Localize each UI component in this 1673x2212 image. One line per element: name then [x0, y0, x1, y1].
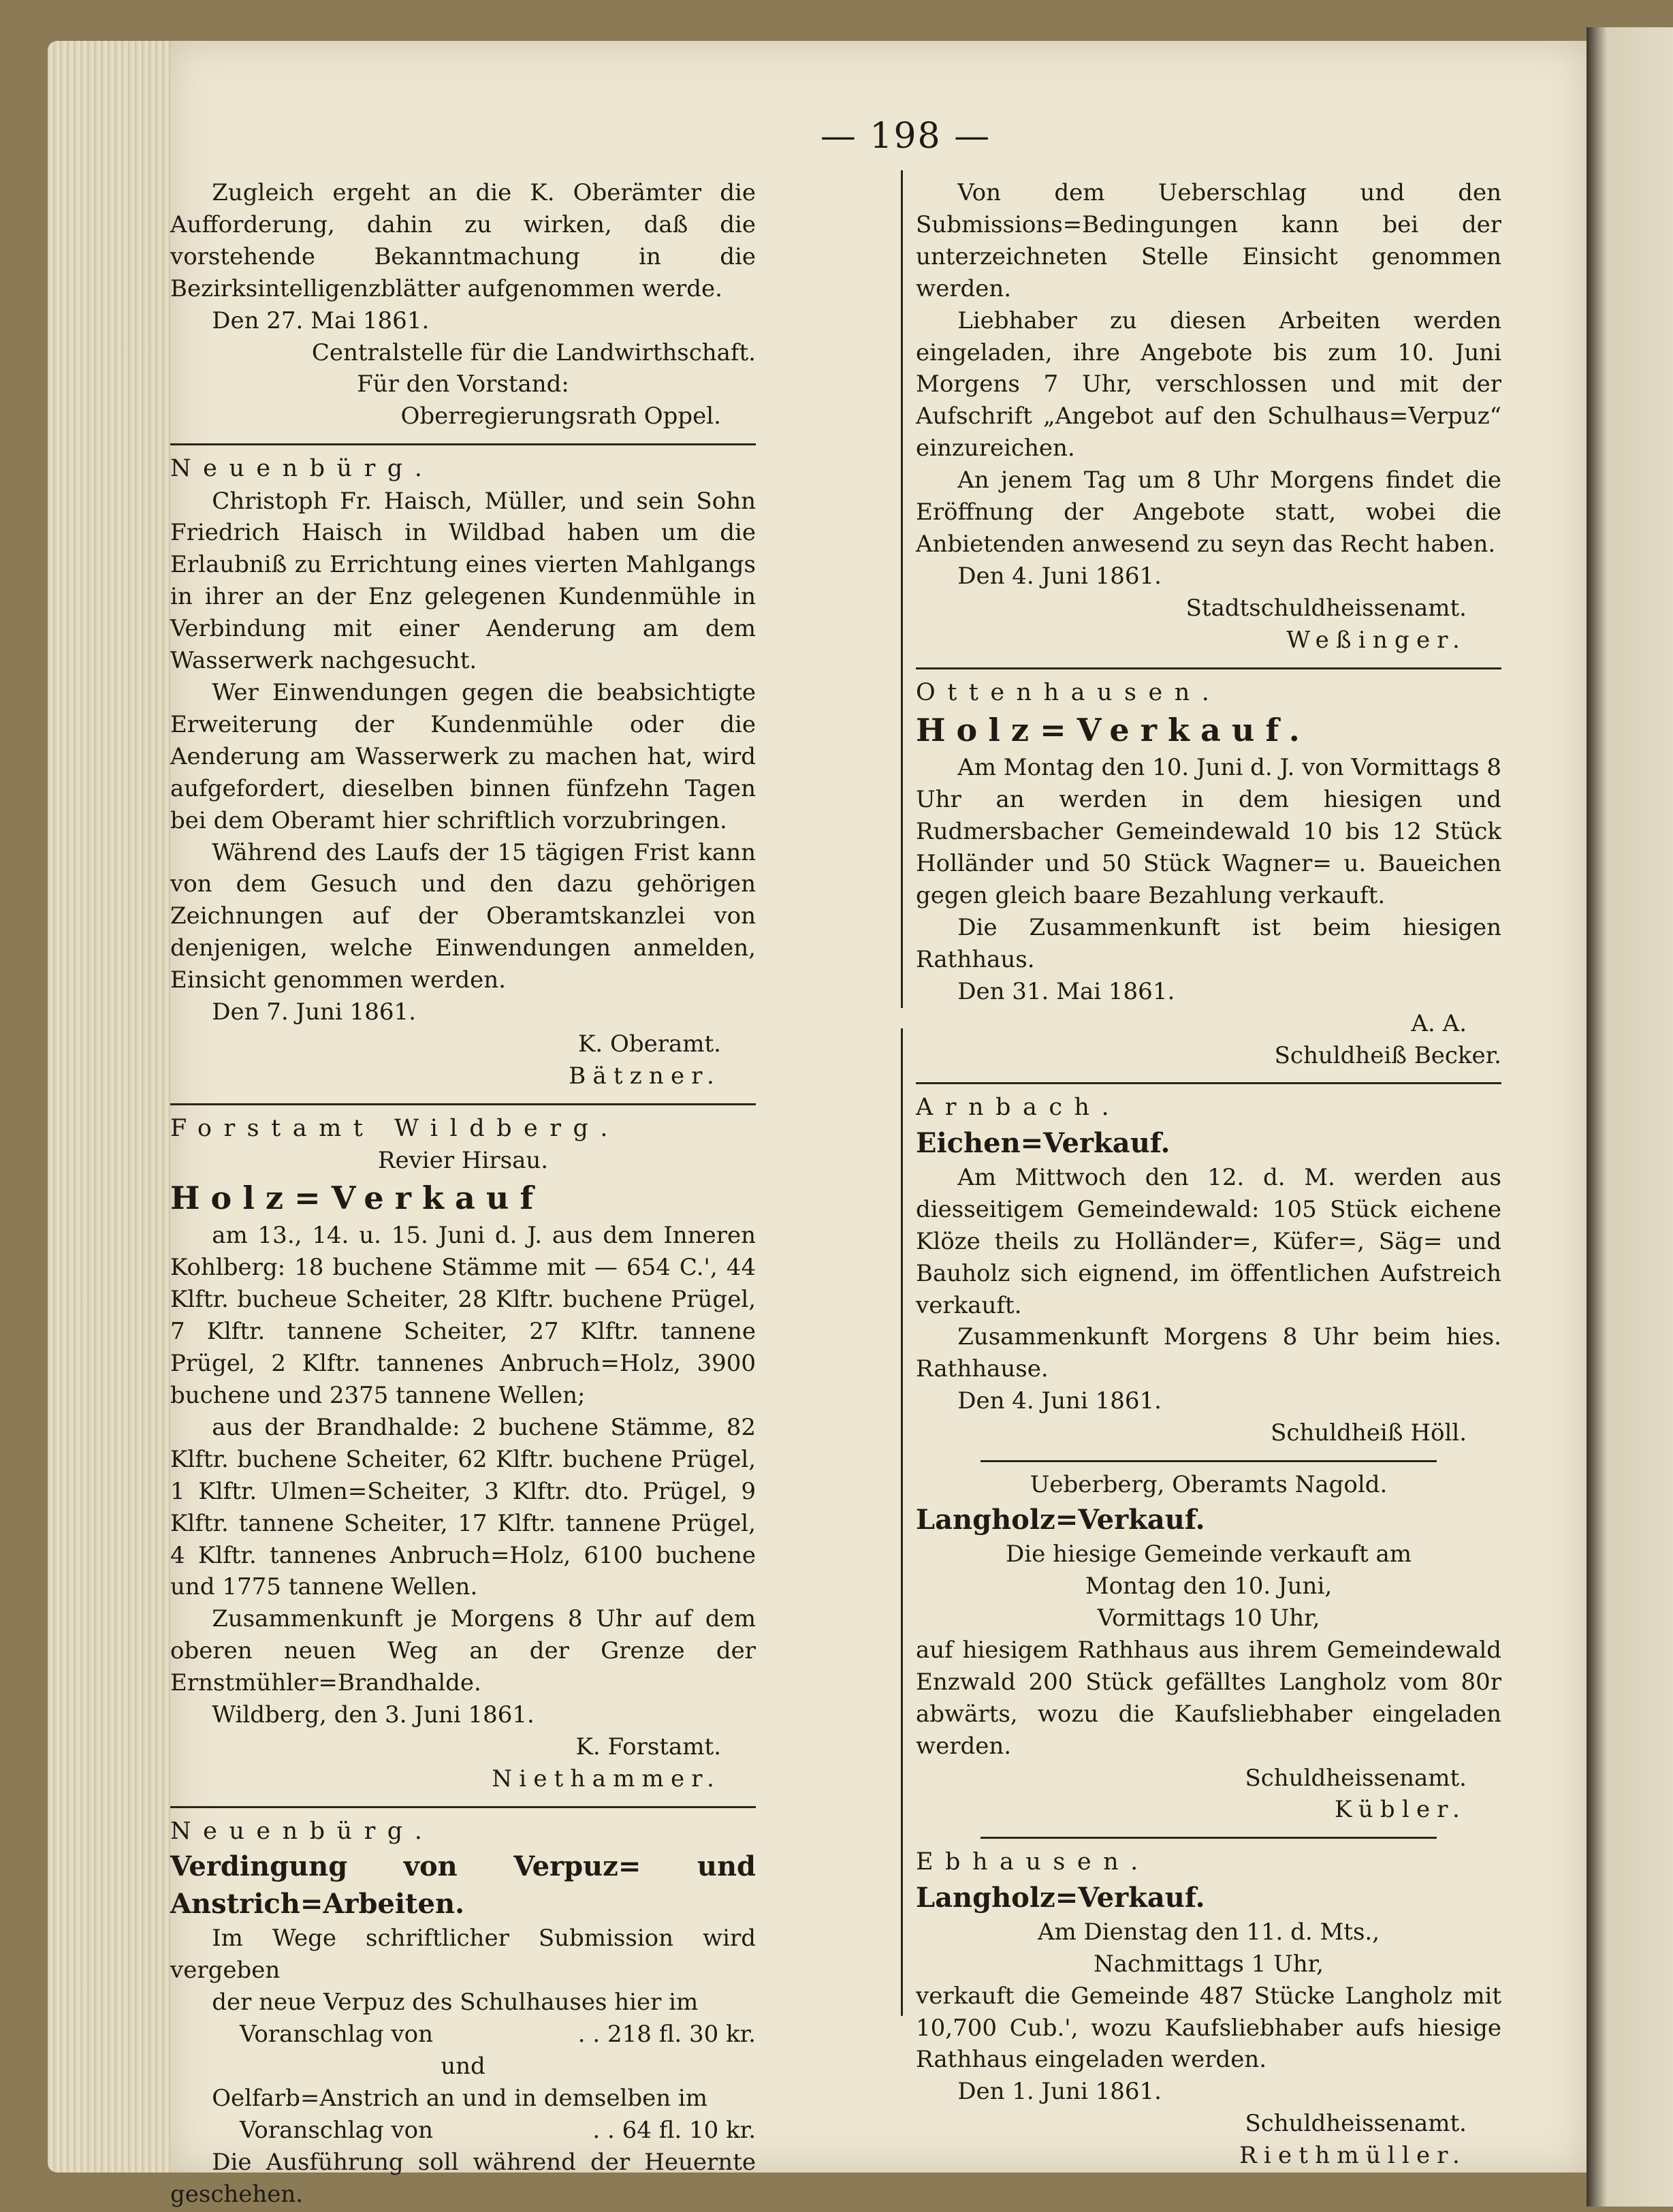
notice-signature: Schuldheiß Becker.: [1274, 1041, 1501, 1069]
notice-signature: Riethmüller.: [1239, 2142, 1467, 2170]
notice-place: Ebhausen.: [916, 1848, 1150, 1876]
notice-ebhausen: [916, 1846, 1501, 2172]
notice-title: Langholz=Verkauf.: [916, 1881, 1205, 1914]
notice-paragraph: Liebhaber zu diesen Arbeiten werden eingeladen, ihre Angebote bis zum 10. Juni Morgens 7 Uhr, verschlossen und mit der Aufschrift „Angebot auf den Schulhaus=Verpuz“ einzureichen.: [916, 306, 1501, 462]
price-label: Voranschlag von: [240, 2021, 434, 2049]
notice-paragraph: Wer Einwendungen gegen die beabsichtigte Erweiterung der Kundenmühle oder die Aenderung am Wasserwerk zu machen hat, wird aufgefordert, dieselben binnen fünfzehn Tagen bei dem Oberamt hier schriftlich vorzubringen.: [170, 678, 756, 834]
notice-signature: Schuldheiß Höll.: [1271, 1419, 1467, 1447]
notice-line: Am Dienstag den 11. d. Mts.,: [1037, 1918, 1380, 1946]
notice-place: Ottenhausen.: [916, 678, 1222, 706]
notice-date: Den 1. Juni 1861.: [957, 2078, 1162, 2106]
left-column: [170, 177, 756, 2208]
notice-signature: Kübler.: [1334, 1796, 1467, 1824]
notice-paragraph: Zusammenkunft Morgens 8 Uhr beim hies. Rathhause.: [916, 1323, 1501, 1383]
notice-line: Oelfarb=Anstrich an und in demselben im: [212, 2084, 708, 2112]
price-line: [170, 2115, 756, 2147]
column-divider-lower: [901, 1028, 903, 2016]
notice-signature: A. A.: [1411, 1009, 1467, 1037]
page-number: — 198 —: [820, 116, 991, 157]
notice-paragraph: verkauft die Gemeinde 487 Stücke Langholz mit 10,700 Cub.', wozu Kaufsliebhaber aufs hiesige Rathhaus eingeladen werden.: [916, 1982, 1501, 2074]
notice-title: Langholz=Verkauf.: [916, 1503, 1205, 1536]
notice-title: Eichen=Verkauf.: [916, 1126, 1170, 1159]
column-divider-upper: [901, 170, 903, 1008]
notice-line: der neue Verpuz des Schulhauses hier im: [212, 1989, 699, 2017]
notice-ottenhausen: [916, 676, 1501, 1072]
notice-separator: [170, 1103, 756, 1105]
notice-line: Montag den 10. Juni,: [1085, 1573, 1333, 1600]
notice-subplace: Revier Hirsau.: [377, 1147, 549, 1175]
notice-paragraph: Am Mittwoch den 12. d. M. werden aus diesseitigem Gemeindewald: 105 Stück eichene Klöze theils zu Holländer=, Küfer=, Säg= und Bauholz sich eignend, im öffentlichen Aufstreich verkauft.: [916, 1163, 1501, 1319]
notice-ueberberg: [916, 1469, 1501, 1826]
notice-paragraph: Am Montag den 10. Juni d. J. von Vormittags 8 Uhr an werden in dem hiesigen und Rudmersbacher Gemeindewald 10 bis 12 Stück Holländer und 50 Stück Wagner= u. Baueichen gegen gleich baare Bezahlung verkauft.: [916, 754, 1501, 909]
notice-line: und: [441, 2053, 485, 2081]
book-page-edge: [48, 41, 184, 2172]
notice-place: Forstamt Wildberg.: [170, 1114, 620, 1142]
notice-paragraph: Von dem Ueberschlag und den Submissions=Bedingungen kann bei der unterzeichneten Stelle Einsicht genommen werden.: [916, 179, 1501, 302]
notice-separator: [170, 1806, 756, 1808]
notice-date: Den 27. Mai 1861.: [212, 306, 430, 334]
notice-arnbach: [916, 1091, 1501, 1449]
notice-title: Holz=Verkauf.: [916, 711, 1311, 748]
notice-paragraph: am 13., 14. u. 15. Juni d. J. aus dem Inneren Kohlberg: 18 buchene Stämme mit — 654 C.', 44 Klftr. bucheue Scheiter, 28 Klftr. buchene Prügel, 7 Klftr. tannene Scheiter, 27 Klftr. tannene Prügel, 2 Klftr. tannenes Anbruch=Holz, 3900 buchene und 2375 tannene Wellen;: [170, 1222, 756, 1409]
notice-signature: Schuldheissenamt.: [1245, 2110, 1467, 2138]
notice-place: Neuenbürg.: [170, 1817, 434, 1845]
notice-paragraph: aus der Brandhalde: 2 buchene Stämme, 82 Klftr. buchene Scheiter, 62 Klftr. buchene Prügel, 1 Klftr. Ulmen=Scheiter, 3 Klftr. dto. Prügel, 9 Klftr. tannene Scheiter, 17 Klftr. tannene Prügel, 4 Klftr. tannenes Anbruch=Holz, 6100 buchene und 1775 tannene Wellen.: [170, 1413, 756, 1601]
notice-paragraph: Zusammenkunft je Morgens 8 Uhr auf dem oberen neuen Weg an der Grenze der Ernstmühler=Brandhalde.: [170, 1605, 756, 1697]
notice-text: Zugleich ergeht an die K. Oberämter die Aufforderung, dahin zu wirken, daß die vorstehende Bekanntmachung in die Bezirksintelligenzblätter aufgenommen werde.: [170, 179, 756, 302]
notice-paragraph: An jenem Tag um 8 Uhr Morgens findet die Eröffnung der Angebote statt, wobei die Anbietenden anwesend zu seyn das Recht haben.: [916, 467, 1501, 558]
notice-separator: [916, 1082, 1501, 1084]
price-label: Voranschlag von: [240, 2116, 434, 2144]
notice-title: Holz=Verkauf: [170, 1179, 545, 1216]
notice-separator: [981, 1460, 1437, 1462]
notice-signature: Centralstelle für die Landwirthschaft.: [311, 338, 756, 366]
notice-paragraph: Im Wege schriftlicher Submission wird vergeben: [170, 1925, 756, 1985]
notice-signature: K. Forstamt.: [575, 1733, 721, 1760]
notice-signature: Bätzner.: [569, 1062, 721, 1090]
notice-date: Den 7. Juni 1861.: [212, 998, 416, 1026]
notice-signature: Niethammer.: [492, 1765, 721, 1792]
notice-signature: Weßinger.: [1286, 626, 1467, 654]
notice-centralstelle: [170, 177, 756, 432]
price-value: . . 64 fl. 10 kr.: [592, 2116, 756, 2144]
notice-paragraph: auf hiesigem Rathhaus aus ihrem Gemeindewald Enzwald 200 Stück gefälltes Langholz vom 80r abwärts, wozu die Kaufsliebhaber eingeladen werden.: [916, 1636, 1501, 1760]
notice-verpuz-continued: [916, 177, 1501, 657]
notice-separator: [916, 667, 1501, 669]
notice-signature: Oberregierungsrath Oppel.: [400, 402, 721, 430]
notice-line: Vormittags 10 Uhr,: [1097, 1604, 1320, 1632]
notice-date: Den 4. Juni 1861.: [957, 1387, 1162, 1415]
notice-forstamt-wildberg: [170, 1112, 756, 1795]
notice-separator: [981, 1837, 1437, 1839]
notice-paragraph: Die Zusammenkunft ist beim hiesigen Rathhaus.: [916, 913, 1501, 973]
notice-paragraph: Die Ausführung soll während der Heuernte geschehen.: [170, 2148, 756, 2208]
notice-signature: K. Oberamt.: [577, 1030, 721, 1058]
notice-date: Wildberg, den 3. Juni 1861.: [212, 1701, 535, 1729]
notice-date: Den 4. Juni 1861.: [957, 562, 1162, 590]
notice-signature: Schuldheissenamt.: [1245, 1764, 1467, 1792]
notice-signature: Stadtschuldheissenamt.: [1185, 594, 1467, 622]
notice-date: Den 31. Mai 1861.: [957, 977, 1175, 1005]
notice-neuenbuerg-verpuz: [170, 1815, 756, 2211]
next-page-sliver: [1587, 27, 1673, 2207]
price-line: [170, 2019, 756, 2051]
notice-title: Verdingung von Verpuz= und Anstrich=Arbeiten.: [170, 1850, 756, 1921]
notice-line: Die hiesige Gemeinde verkauft am: [1006, 1540, 1412, 1568]
notice-place: Ueberberg, Oberamts Nagold.: [1030, 1471, 1388, 1499]
notice-line: Nachmittags 1 Uhr,: [1093, 1950, 1324, 1978]
price-value: . . 218 fl. 30 kr.: [577, 2021, 756, 2049]
notice-signature: Für den Vorstand:: [357, 370, 569, 398]
notice-neuenbuerg-muehle: [170, 452, 756, 1092]
notice-place: Neuenbürg.: [170, 455, 434, 483]
notice-place: Arnbach.: [916, 1094, 1121, 1122]
notice-separator: [170, 443, 756, 445]
right-column: [916, 177, 1501, 2170]
notice-paragraph: Während des Laufs der 15 tägigen Frist kann von dem Gesuch und den dazu gehörigen Zeichnungen auf der Oberamtskanzlei von denjenigen, welche Einwendungen anmelden, Einsicht genommen werden.: [170, 838, 756, 994]
notice-paragraph: Christoph Fr. Haisch, Müller, und sein Sohn Friedrich Haisch in Wildbad haben um die Erlaubniß zu Errichtung eines vierten Mahlgangs in ihrer an der Enz gelegenen Kundenmühle in Verbindung mit einer Aenderung am dem Wasserwerk nachgesucht.: [170, 487, 756, 675]
